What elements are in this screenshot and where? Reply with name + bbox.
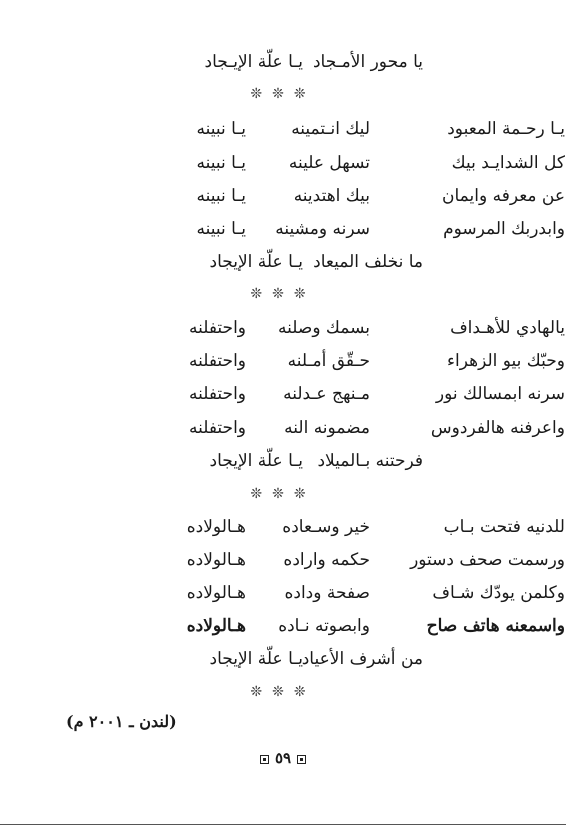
- stanza-divider: ❊❊❊: [250, 684, 316, 700]
- hemistich: هـالولاده: [186, 550, 246, 570]
- hemistich: يـا علّة الإيجاد: [209, 451, 303, 471]
- stanza-divider: ❊❊❊: [250, 286, 316, 302]
- poem-line: [150, 550, 565, 570]
- hemistich: يالهادي للأهـداف: [450, 318, 565, 338]
- hemistich: حكمه واراده: [283, 550, 370, 570]
- hemistich: عن معرفه وايمان: [442, 186, 565, 206]
- hemistich: هـالولاده: [186, 616, 246, 636]
- stanza-divider: ❊❊❊: [250, 86, 316, 102]
- hemistich: واعرفنه هالفردوس: [430, 418, 565, 438]
- poem-line: [150, 583, 565, 603]
- hemistich: كل الشدايـد بيك: [451, 153, 565, 173]
- hemistich: واسمعنه هاتف صاح: [426, 616, 565, 636]
- hemistich: مضمونه النه: [284, 418, 370, 438]
- hemistich: وكلمن يودّك شـاف: [432, 583, 565, 603]
- bottom-rule: [0, 824, 566, 825]
- square-ornament-icon: [297, 755, 306, 764]
- hemistich: ما نخلف الميعاد: [313, 252, 423, 272]
- hemistich: بيك اهتدينه: [293, 186, 370, 206]
- poem-line: [150, 153, 565, 173]
- poem-line: [150, 616, 565, 636]
- hemistich: واحتفلنه: [188, 418, 246, 438]
- hemistich: بسمك وصلنه: [278, 318, 370, 338]
- hemistich: مـنهج عـدلنه: [283, 384, 370, 404]
- poem-line: [150, 318, 565, 338]
- hemistich: يـا نبينه: [196, 119, 246, 139]
- hemistich: يا محور الأمـجاد: [312, 52, 423, 72]
- hemistich: واحتفلنه: [188, 384, 246, 404]
- hemistich: سرنه ابمسالك نور: [435, 384, 565, 404]
- place-date-note: (لندن ـ ٢٠٠١ م): [66, 712, 177, 731]
- hemistich: من أشرف الأعياد: [301, 649, 423, 669]
- hemistich: فرحتنه بـالميلاد: [317, 451, 423, 471]
- poem-line: [150, 119, 565, 139]
- hemistich: واحتفلنه: [188, 351, 246, 371]
- hemistich: وحبّك بيو الزهراء: [447, 351, 565, 371]
- hemistich: يـا نبينه: [196, 153, 246, 173]
- poem-line: [183, 52, 423, 72]
- hemistich: يـا علّة الإيجاد: [209, 649, 303, 669]
- poem-line: [150, 219, 565, 239]
- hemistich: واحتفلنه: [188, 318, 246, 338]
- hemistich: هـالولاده: [186, 583, 246, 603]
- hemistich: يـا نبينه: [196, 219, 246, 239]
- poem-refrain: [183, 649, 423, 669]
- hemistich: يـا علّة الإيـجاد: [204, 52, 303, 72]
- poem-line: [150, 418, 565, 438]
- hemistich: صفحة وداده: [284, 583, 370, 603]
- poem-line: [150, 517, 565, 537]
- poem-line: [150, 384, 565, 404]
- hemistich: تسهل علينه: [288, 153, 370, 173]
- poem-refrain: [183, 451, 423, 471]
- hemistich: يـا رحـمة المعبود: [447, 119, 565, 139]
- square-ornament-icon: [260, 755, 269, 764]
- hemistich: وابدربك المرسوم: [443, 219, 565, 239]
- hemistich: يـا علّة الإيجاد: [209, 252, 303, 272]
- hemistich: هـالولاده: [186, 517, 246, 537]
- hemistich: وابصوته نـاده: [278, 616, 370, 636]
- hemistich: حـقّق أمـلنه: [287, 351, 370, 371]
- poem-line: [150, 351, 565, 371]
- hemistich: ورسمت صحف دستور: [410, 550, 565, 570]
- hemistich: للدنيه فتحت بـاب: [443, 517, 565, 537]
- hemistich: يـا نبينه: [196, 186, 246, 206]
- page-number-text: ٥٩: [274, 749, 292, 767]
- hemistich: ليك انـتمينه: [291, 119, 370, 139]
- hemistich: خير وسـعاده: [282, 517, 370, 537]
- poem-line: [150, 186, 565, 206]
- poem-refrain: [183, 252, 423, 272]
- page-number: [0, 749, 566, 767]
- stanza-divider: ❊❊❊: [250, 486, 316, 502]
- hemistich: سرنه ومشينه: [275, 219, 370, 239]
